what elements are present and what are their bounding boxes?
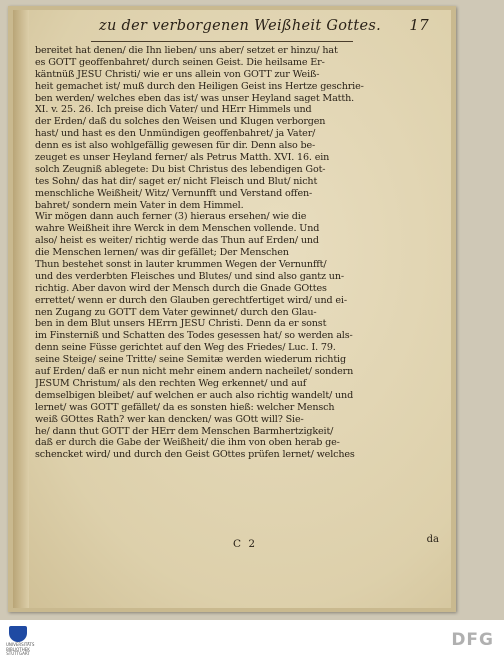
library-name: UNIVERSITÄTS BIBLIOTHEK STUTTGART xyxy=(6,642,35,656)
text-line: bahret/ sondern mein Vater in dem Himmel. xyxy=(35,199,244,211)
library-crest-icon xyxy=(9,626,27,642)
text-line: hast/ und hast es den Unmündigen geoffenbahret/ ja Vater/ xyxy=(35,128,316,140)
text-line: demselbigen bleibet/ auf welchen er auch also richtig wandelt/ und xyxy=(35,389,354,401)
text-line: heit gemachet ist/ muß durch den Heiligen Geist ins Hertze geschrie- xyxy=(35,80,364,92)
text-line: es GOTT geoffenbahret/ durch seinen Geist. Die heilsame Er- xyxy=(35,56,325,68)
signature-mark: C 2 xyxy=(233,538,258,550)
body-text xyxy=(35,45,445,461)
catchword: da xyxy=(426,534,439,545)
text-line: tes Sohn/ das hat dir/ saget er/ nicht Fleisch und Blut/ nicht xyxy=(35,175,318,187)
text-line: lernet/ was GOTT gefället/ da es sonsten hieß: welcher Mensch xyxy=(35,401,335,413)
text-line: ben in dem Blut unsers HErrn JESU Christi. Denn da er sonst xyxy=(35,318,327,330)
text-line: nen Zugang zu GOTT dem Vater gewinnet/ durch den Glau- xyxy=(35,306,317,318)
text-line: und des verderbten Fleisches und Blutes/ und sind also gantz un- xyxy=(35,270,344,282)
text-line: seine Steige/ seine Tritte/ seine Semitæ werden wiederum richtig xyxy=(35,354,346,366)
page-header xyxy=(99,16,429,42)
scanned-page xyxy=(13,10,451,608)
text-line: im Finsterniß und Schatten des Todes gesessen hat/ so werden als- xyxy=(35,330,353,342)
text-line: he/ dann thut GOTT der HErr dem Menschen Barmhertzigkeit/ xyxy=(35,425,334,437)
header-rule xyxy=(91,41,353,42)
text-line: die Menschen lernen/ was dir gefället; Der Menschen xyxy=(35,247,289,259)
library-logo[interactable] xyxy=(6,626,35,656)
text-line: denn es ist also wohlgefällig gewesen für dir. Denn also be- xyxy=(35,140,316,152)
text-line: also/ heist es weiter/ richtig werde das Thun auf Erden/ und xyxy=(35,235,319,247)
text-line: Thun bestehet sonst in lauter krummen Wegen der Vernunfft/ xyxy=(35,259,327,271)
text-line: JESUM Christum/ als den rechten Weg erkennet/ und auf xyxy=(35,377,307,389)
page-number: 17 xyxy=(409,16,429,34)
text-line: käntnüß JESU Christi/ wie er uns allein von GOTT zur Weiß- xyxy=(35,68,320,80)
text-line: der Erden/ daß du solches den Weisen und Klugen verborgen xyxy=(35,116,326,128)
text-line: solch Zeugniß ablegete: Du bist Christus des lebendigen Got- xyxy=(35,163,326,175)
page-gutter-stain xyxy=(13,10,29,608)
text-line: richtig. Aber davon wird der Mensch durch die Gnade GOttes xyxy=(35,282,327,294)
text-line: Wir mögen dann auch ferner (3) hieraus ersehen/ wie die xyxy=(35,211,307,223)
text-line: errettet/ wenn er durch den Glauben gerechtfertiget wird/ und ei- xyxy=(35,294,347,306)
text-line: daß er durch die Gabe der Weißheit/ die ihm von oben herab ge- xyxy=(35,437,340,449)
text-line: zeuget es unser Heyland ferner/ als Petrus Matth. XVI. 16. ein xyxy=(35,152,330,164)
text-line: wahre Weißheit ihre Werck in dem Menschen vollende. Und xyxy=(35,223,320,235)
running-head: zu der verborgenen Weißheit Gottes. xyxy=(99,18,382,34)
text-line: bereitet hat denen/ die Ihn lieben/ uns aber/ setzet er hinzu/ hat xyxy=(35,45,338,56)
text-line: XI. v. 25. 26. Ich preise dich Vater/ und HErr Himmels und xyxy=(35,104,312,116)
footer-bar xyxy=(0,620,504,659)
text-line: denn seine Füsse gerichtet auf den Weg des Friedes/ Luc. I. 79. xyxy=(35,342,336,354)
text-line: auf Erden/ daß er nun nicht mehr einem andern nacheilet/ sondern xyxy=(35,366,354,378)
text-line: menschliche Weißheit/ Witz/ Vernunfft und Verstand offen- xyxy=(35,187,313,199)
dfg-logo[interactable]: DFG xyxy=(451,630,494,650)
text-line: schencket wird/ und durch den Geist GOttes prüfen lernet/ welches xyxy=(35,449,355,461)
text-line: ben werden/ welches eben das ist/ was unser Heyland saget Matth. xyxy=(35,92,355,104)
text-line: weiß GOttes Rath? wer kan dencken/ was GOtt will? Sie- xyxy=(35,413,304,425)
